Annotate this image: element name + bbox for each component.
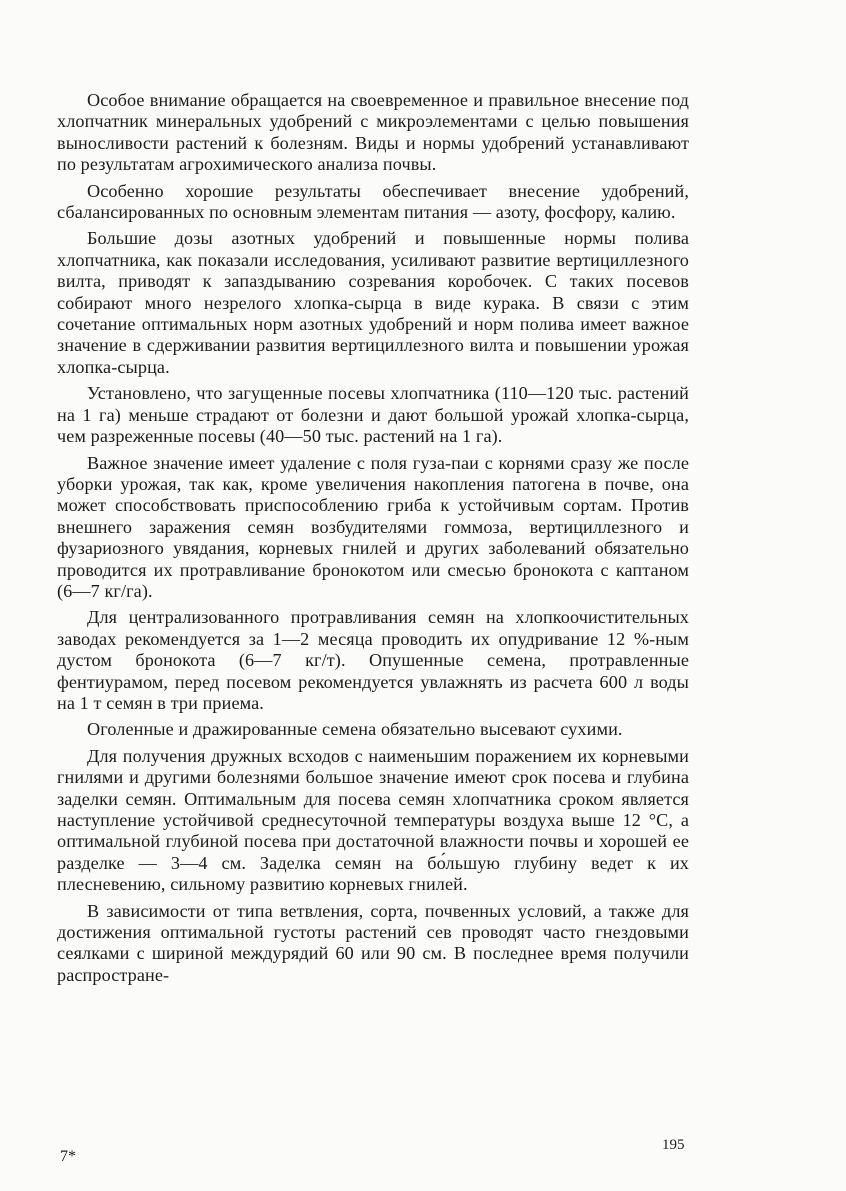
paragraph: Для получения дружных всходов с наименьшим поражением их корневыми гнилями и другими болезнями большое значение имеют срок посева и глубина заделки семян. Оптимальным для посева семян хлопчатника сроком является наступление устойчивой среднесуточной температуры воздуха выше 12 °С, а оптимальной глубиной посева при достаточной влажности почвы и хорошей ее разделке — 3—4 см. Заделка семян на бо́льшую глубину ведет к их плесневению, сильному развитию корневых гнилей. — [57, 745, 689, 895]
paragraph: Большие дозы азотных удобрений и повышенные нормы полива хлопчатника, как показали исследования, усиливают развитие вертициллезного вилта, приводят к запаздыванию созревания коробочек. С таких посевов собирают много незрелого хлопка-сырца в виде курака. В связи с этим сочетание оптимальных норм азотных удобрений и норм полива имеет важное значение в сдерживании развития вертициллезного вилта и повышении урожая хлопка-сырца. — [57, 228, 689, 377]
paragraph: Особенно хорошие результаты обеспечивает внесение удобрений, сбалансированных по основным элементам питания — азоту, фосфору, калию. — [57, 180, 689, 223]
paragraph: Для централизованного протравливания семян на хлопкоочистительных заводах рекомендуется за 1—2 месяца проводить их опудривание 12 %-ным дустом бронокота (6—7 кг/т). Опушенные семена, протравленные фентиурамом, перед посевом рекомендуется увлажнять из расчета 600 л воды на 1 т семян в три приема. — [57, 607, 689, 713]
body-text — [57, 90, 689, 991]
page-number: 195 — [662, 1137, 685, 1153]
paragraph: Оголенные и дражированные семена обязательно высевают сухими. — [87, 719, 623, 740]
paragraph: Особое внимание обращается на своевременное и правильное внесение под хлопчатник минеральных удобрений с микроэлементами с целью повышения выносливости растений к болезням. Виды и нормы удобрений устанавливают по результатам агрохимического анализа почвы. — [57, 90, 689, 175]
signature-mark: 7* — [60, 1148, 76, 1165]
paragraph: Установлено, что загущенные посевы хлопчатника (110—120 тыс. растений на 1 га) меньше страдают от болезни и дают большой урожай хлопка-сырца, чем разреженные посевы (40—50 тыс. растений на 1 га). — [57, 383, 689, 447]
paragraph: В зависимости от типа ветвления, сорта, почвенных условий, а также для достижения оптимальной густоты растений сев проводят часто гнездовыми сеялками с шириной междурядий 60 или 90 см. В последнее время получили распростране- — [57, 900, 689, 985]
paragraph: Важное значение имеет удаление с поля гуза-паи с корнями сразу же после уборки урожая, так как, кроме увеличения накопления патогена в почве, она может способствовать приспособлению гриба к устойчивым сортам. Против внешнего заражения семян возбудителями гоммоза, вертициллезного и фузариозного увядания, корневых гнилей и других заболеваний обязательно проводится их протравливание бронокотом или смесью бронокота с каптаном (6—7 кг/га). — [57, 452, 689, 601]
